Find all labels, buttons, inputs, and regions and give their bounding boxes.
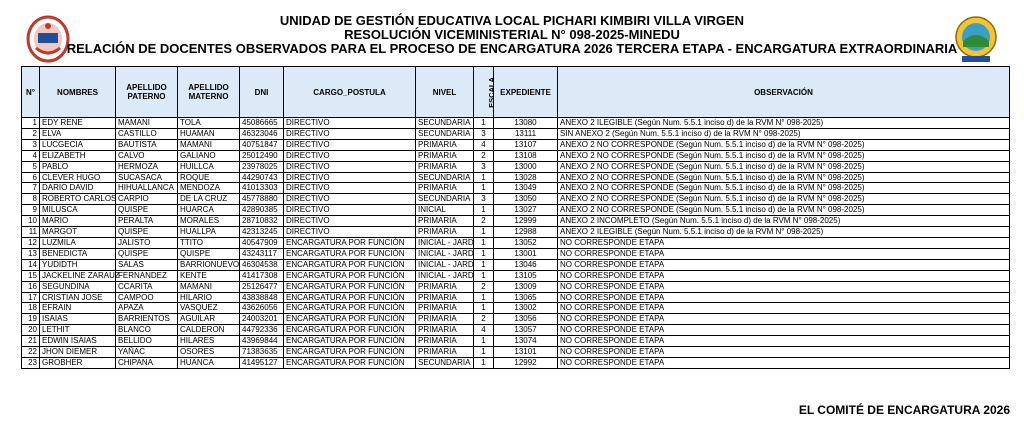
cell-escala: 1 <box>474 270 494 281</box>
table-row <box>22 325 1010 336</box>
cell-nivel: PRIMARIA <box>416 150 474 161</box>
cell-numero: 19 <box>22 314 40 325</box>
cell-expediente: 13105 <box>494 270 558 281</box>
cell-escala: 1 <box>474 183 494 194</box>
cell-dni: 46323046 <box>240 128 284 139</box>
cell-dni: 42313245 <box>240 227 284 238</box>
cell-dni: 25126477 <box>240 281 284 292</box>
cell-apellido-materno: BARRIONUEVO <box>178 259 240 270</box>
cell-escala: 1 <box>474 259 494 270</box>
cell-nombres: YUDIDTH <box>40 259 116 270</box>
cell-cargo-postula: DIRECTIVO <box>284 172 416 183</box>
cell-numero: 9 <box>22 205 40 216</box>
cell-nombres: DARIO DAVID <box>40 183 116 194</box>
cell-nivel: INICIAL - JARD <box>416 248 474 259</box>
cell-escala: 3 <box>474 161 494 172</box>
table-row <box>22 347 1010 358</box>
cell-observacion: ANEXO 2 NO CORRESPONDE (Según Num. 5.5.1 inciso d) de la RVM N° 098-2025) <box>558 161 1010 172</box>
cell-expediente: 13050 <box>494 194 558 205</box>
table-row <box>22 118 1010 129</box>
cell-expediente: 12999 <box>494 216 558 227</box>
cell-numero: 21 <box>22 336 40 347</box>
table-header-row <box>22 67 1010 118</box>
cell-numero: 18 <box>22 303 40 314</box>
cell-escala: 1 <box>474 336 494 347</box>
cell-apellido-materno: ROQUE <box>178 172 240 183</box>
cell-nivel: SECUNDARIA <box>416 128 474 139</box>
cell-cargo-postula: DIRECTIVO <box>284 118 416 129</box>
cell-nombres: LUZMILA <box>40 237 116 248</box>
cell-apellido-paterno: MAMANI <box>116 118 178 129</box>
cell-nivel: PRIMARIA <box>416 183 474 194</box>
cell-dni: 41013303 <box>240 183 284 194</box>
cell-cargo-postula: ENCARGATURA POR FUNCIÓN <box>284 336 416 347</box>
cell-numero: 10 <box>22 216 40 227</box>
committee-signature: EL COMITÉ DE ENCARGATURA 2026 <box>798 403 1010 417</box>
cell-apellido-paterno: FERNANDEZ <box>116 270 178 281</box>
table-row <box>22 194 1010 205</box>
col-header-apellido-materno: APELLIDO MATERNO <box>178 67 240 118</box>
col-header-apellido-paterno: APELLIDO PATERNO <box>116 67 178 118</box>
cell-cargo-postula: ENCARGATURA POR FUNCIÓN <box>284 325 416 336</box>
cell-apellido-paterno: CCARITA <box>116 281 178 292</box>
cell-dni: 24003201 <box>240 314 284 325</box>
cell-numero: 1 <box>22 118 40 129</box>
table-row <box>22 183 1010 194</box>
cell-nivel: SECUNDARIA <box>416 118 474 129</box>
cell-cargo-postula: DIRECTIVO <box>284 194 416 205</box>
cell-cargo-postula: ENCARGATURA POR FUNCIÓN <box>284 357 416 368</box>
cell-apellido-paterno: CASTILLO <box>116 128 178 139</box>
cell-expediente: 13002 <box>494 303 558 314</box>
cell-nivel: INICIAL - JARD <box>416 270 474 281</box>
cell-observacion: ANEXO 2 ILEGIBLE (Según Num. 5.5.1 inciso d) de la RVM N° 098-2025) <box>558 118 1010 129</box>
cell-dni: 43626056 <box>240 303 284 314</box>
cell-apellido-paterno: CHIPANA <box>116 357 178 368</box>
cell-expediente: 13046 <box>494 259 558 270</box>
cell-expediente: 13065 <box>494 292 558 303</box>
cell-numero: 11 <box>22 227 40 238</box>
cell-apellido-materno: HILARIO <box>178 292 240 303</box>
cell-escala: 2 <box>474 150 494 161</box>
cell-expediente: 13049 <box>494 183 558 194</box>
table-row <box>22 172 1010 183</box>
cell-dni: 71383635 <box>240 347 284 358</box>
cell-numero: 5 <box>22 161 40 172</box>
col-header-nombres: NOMBRES <box>40 67 116 118</box>
cell-apellido-paterno: QUISPE <box>116 248 178 259</box>
cell-apellido-paterno: APAZA <box>116 303 178 314</box>
cell-apellido-materno: GALIANO <box>178 150 240 161</box>
cell-dni: 28710832 <box>240 216 284 227</box>
cell-nivel: INICIAL - JARD <box>416 259 474 270</box>
cell-escala: 1 <box>474 227 494 238</box>
cell-cargo-postula: ENCARGATURA POR FUNCIÓN <box>284 303 416 314</box>
cell-nombres: SEGUNDINA <box>40 281 116 292</box>
table-row <box>22 139 1010 150</box>
cell-expediente: 13009 <box>494 281 558 292</box>
cell-apellido-paterno: JALISTO <box>116 237 178 248</box>
cell-cargo-postula: DIRECTIVO <box>284 128 416 139</box>
cell-escala: 2 <box>474 314 494 325</box>
cell-nombres: PABLO <box>40 161 116 172</box>
col-header-numero: N° <box>22 67 40 118</box>
cell-apellido-materno: HUANCA <box>178 357 240 368</box>
cell-cargo-postula: ENCARGATURA POR FUNCIÓN <box>284 248 416 259</box>
cell-apellido-paterno: QUISPE <box>116 205 178 216</box>
cell-apellido-paterno: HERMOZA <box>116 161 178 172</box>
cell-numero: 13 <box>22 248 40 259</box>
cell-numero: 16 <box>22 281 40 292</box>
cell-observacion: NO CORRESPONDE ETAPA <box>558 292 1010 303</box>
cell-nombres: GROBHER <box>40 357 116 368</box>
cell-apellido-paterno: BARRIENTOS <box>116 314 178 325</box>
cell-observacion: NO CORRESPONDE ETAPA <box>558 248 1010 259</box>
cell-apellido-paterno: BELLIDO <box>116 336 178 347</box>
cell-nombres: MILUSCA <box>40 205 116 216</box>
cell-observacion: ANEXO 2 ILEGIBLE (Según Num. 5.5.1 inciso d) de la RVM N° 098-2025) <box>558 227 1010 238</box>
col-header-nivel: NIVEL <box>416 67 474 118</box>
table-row <box>22 150 1010 161</box>
cell-expediente: 13111 <box>494 128 558 139</box>
cell-dni: 23978025 <box>240 161 284 172</box>
cell-cargo-postula: DIRECTIVO <box>284 205 416 216</box>
table-row <box>22 216 1010 227</box>
cell-expediente: 13108 <box>494 150 558 161</box>
cell-nivel: PRIMARIA <box>416 227 474 238</box>
cell-escala: 1 <box>474 357 494 368</box>
cell-expediente: 13057 <box>494 325 558 336</box>
cell-cargo-postula: ENCARGATURA POR FUNCIÓN <box>284 259 416 270</box>
table-body <box>22 118 1010 369</box>
cell-dni: 43969844 <box>240 336 284 347</box>
cell-cargo-postula: ENCARGATURA POR FUNCIÓN <box>284 292 416 303</box>
cell-observacion: ANEXO 2 NO CORRESPONDE (Según Num. 5.5.1 inciso d) de la RVM N° 098-2025) <box>558 183 1010 194</box>
cell-apellido-materno: DE LA CRUZ <box>178 194 240 205</box>
cell-observacion: ANEXO 2 NO CORRESPONDE (Según Num. 5.5.1 inciso d) de la RVM N° 098-2025) <box>558 139 1010 150</box>
cell-nivel: SECUNDARIA <box>416 172 474 183</box>
cell-observacion: NO CORRESPONDE ETAPA <box>558 270 1010 281</box>
table-row <box>22 227 1010 238</box>
cell-escala: 1 <box>474 303 494 314</box>
cell-numero: 17 <box>22 292 40 303</box>
cell-expediente: 13080 <box>494 118 558 129</box>
cell-numero: 12 <box>22 237 40 248</box>
cell-cargo-postula: DIRECTIVO <box>284 216 416 227</box>
cell-observacion: NO CORRESPONDE ETAPA <box>558 347 1010 358</box>
cell-escala: 2 <box>474 216 494 227</box>
cell-dni: 40751847 <box>240 139 284 150</box>
cell-numero: 8 <box>22 194 40 205</box>
cell-nivel: PRIMARIA <box>416 139 474 150</box>
cell-observacion: ANEXO 2 NO CORRESPONDE (Según Num. 5.5.1 inciso d) de la RVM N° 098-2025) <box>558 194 1010 205</box>
cell-numero: 15 <box>22 270 40 281</box>
cell-apellido-materno: HUILLCA <box>178 161 240 172</box>
col-header-expediente: EXPEDIENTE <box>494 67 558 118</box>
cell-nombres: EDY RENE <box>40 118 116 129</box>
cell-escala: 1 <box>474 292 494 303</box>
cell-observacion: ANEXO 2 NO CORRESPONDE (Según Num. 5.5.1 inciso d) de la RVM N° 098-2025) <box>558 172 1010 183</box>
cell-cargo-postula: DIRECTIVO <box>284 161 416 172</box>
cell-nombres: JHON DIEMER <box>40 347 116 358</box>
cell-dni: 42890385 <box>240 205 284 216</box>
cell-escala: 3 <box>474 128 494 139</box>
cell-cargo-postula: DIRECTIVO <box>284 139 416 150</box>
cell-apellido-materno: MAMANI <box>178 281 240 292</box>
cell-numero: 23 <box>22 357 40 368</box>
cell-cargo-postula: ENCARGATURA POR FUNCIÓN <box>284 281 416 292</box>
cell-observacion: NO CORRESPONDE ETAPA <box>558 259 1010 270</box>
cell-dni: 41495127 <box>240 357 284 368</box>
cell-nombres: CLEVER HUGO <box>40 172 116 183</box>
cell-apellido-paterno: SALAS <box>116 259 178 270</box>
cell-dni: 25012490 <box>240 150 284 161</box>
cell-escala: 1 <box>474 118 494 129</box>
cell-nivel: PRIMARIA <box>416 281 474 292</box>
cell-dni: 43838848 <box>240 292 284 303</box>
table-row <box>22 248 1010 259</box>
cell-cargo-postula: DIRECTIVO <box>284 227 416 238</box>
cell-dni: 44290743 <box>240 172 284 183</box>
list-title: RELACIÓN DE DOCENTES OBSERVADOS PARA EL PROCESO DE ENCARGATURA 2026 TERCERA ETAPA - ENCARGATURA EXTRAORDINARIA <box>66 41 958 56</box>
cell-nivel: PRIMARIA <box>416 314 474 325</box>
cell-cargo-postula: ENCARGATURA POR FUNCIÓN <box>284 270 416 281</box>
cell-expediente: 13027 <box>494 205 558 216</box>
cell-numero: 22 <box>22 347 40 358</box>
cell-numero: 20 <box>22 325 40 336</box>
cell-numero: 7 <box>22 183 40 194</box>
cell-observacion: NO CORRESPONDE ETAPA <box>558 325 1010 336</box>
cell-observacion: NO CORRESPONDE ETAPA <box>558 314 1010 325</box>
cell-apellido-materno: CALDERON <box>178 325 240 336</box>
table-row <box>22 357 1010 368</box>
cell-numero: 3 <box>22 139 40 150</box>
cell-apellido-paterno: CARPIO <box>116 194 178 205</box>
cell-cargo-postula: ENCARGATURA POR FUNCIÓN <box>284 314 416 325</box>
cell-nombres: MARIO <box>40 216 116 227</box>
col-header-cargo-postula: CARGO_POSTULA <box>284 67 416 118</box>
table-row <box>22 281 1010 292</box>
cell-escala: 1 <box>474 237 494 248</box>
cell-nombres: CRISTIAN JOSE <box>40 292 116 303</box>
cell-nombres: BENEDICTA <box>40 248 116 259</box>
cell-nombres: LUCGECIA <box>40 139 116 150</box>
cell-observacion: NO CORRESPONDE ETAPA <box>558 303 1010 314</box>
cell-escala: 1 <box>474 205 494 216</box>
table-row <box>22 336 1010 347</box>
cell-nivel: PRIMARIA <box>416 347 474 358</box>
cell-apellido-materno: HUAMAN <box>178 128 240 139</box>
table-row <box>22 237 1010 248</box>
cell-apellido-materno: TTITO <box>178 237 240 248</box>
cell-apellido-materno: TOLA <box>178 118 240 129</box>
cell-apellido-paterno: HIHUALLANCA <box>116 183 178 194</box>
cell-nombres: ISAIAS <box>40 314 116 325</box>
cell-escala: 4 <box>474 325 494 336</box>
cell-escala: 3 <box>474 194 494 205</box>
cell-nombres: ELVA <box>40 128 116 139</box>
cell-escala: 2 <box>474 281 494 292</box>
cell-nivel: SECUNDARIA <box>416 194 474 205</box>
cell-expediente: 13052 <box>494 237 558 248</box>
table-row <box>22 303 1010 314</box>
cell-apellido-materno: MORALES <box>178 216 240 227</box>
cell-observacion: SIN ANEXO 2 (Según Num. 5.5.1 inciso d) de la RVM N° 098-2025) <box>558 128 1010 139</box>
docentes-table <box>21 66 1010 369</box>
cell-nivel: PRIMARIA <box>416 216 474 227</box>
cell-apellido-materno: HILARES <box>178 336 240 347</box>
cell-nivel: INICIAL - JARD <box>416 237 474 248</box>
col-header-escala <box>474 67 494 118</box>
cell-escala: 1 <box>474 248 494 259</box>
cell-apellido-paterno: BAUTISTA <box>116 139 178 150</box>
cell-nivel: SECUNDARIA <box>416 357 474 368</box>
cell-apellido-paterno: PERALTA <box>116 216 178 227</box>
cell-expediente: 12988 <box>494 227 558 238</box>
cell-escala: 4 <box>474 139 494 150</box>
table-row <box>22 270 1010 281</box>
cell-apellido-paterno: CAMPOO <box>116 292 178 303</box>
cell-dni: 45086665 <box>240 118 284 129</box>
table-row <box>22 259 1010 270</box>
cell-observacion: NO CORRESPONDE ETAPA <box>558 237 1010 248</box>
cell-numero: 4 <box>22 150 40 161</box>
cell-apellido-materno: QUISPE <box>178 248 240 259</box>
cell-dni: 44792336 <box>240 325 284 336</box>
cell-nivel: INICIAL <box>416 205 474 216</box>
cell-apellido-paterno: CALVO <box>116 150 178 161</box>
cell-cargo-postula: DIRECTIVO <box>284 150 416 161</box>
cell-cargo-postula: ENCARGATURA POR FUNCIÓN <box>284 347 416 358</box>
document-header <box>0 14 1024 56</box>
cell-nivel: PRIMARIA <box>416 292 474 303</box>
cell-apellido-paterno: BLANCO <box>116 325 178 336</box>
cell-observacion: NO CORRESPONDE ETAPA <box>558 281 1010 292</box>
cell-expediente: 13074 <box>494 336 558 347</box>
cell-nivel: PRIMARIA <box>416 303 474 314</box>
cell-dni: 45778880 <box>240 194 284 205</box>
cell-apellido-materno: VASQUEZ <box>178 303 240 314</box>
cell-nombres: LETHIT <box>40 325 116 336</box>
cell-escala: 1 <box>474 172 494 183</box>
cell-apellido-materno: MENDOZA <box>178 183 240 194</box>
col-header-escala-label: ESCALA <box>486 76 496 108</box>
cell-cargo-postula: ENCARGATURA POR FUNCIÓN <box>284 237 416 248</box>
cell-apellido-materno: KENTE <box>178 270 240 281</box>
cell-expediente: 13101 <box>494 347 558 358</box>
col-header-observacion: OBSERVACIÓN <box>558 67 1010 118</box>
cell-dni: 46304538 <box>240 259 284 270</box>
table-row <box>22 205 1010 216</box>
cell-nivel: PRIMARIA <box>416 336 474 347</box>
cell-apellido-materno: AGUILAR <box>178 314 240 325</box>
cell-apellido-materno: MAMANI <box>178 139 240 150</box>
cell-escala: 1 <box>474 347 494 358</box>
cell-expediente: 13107 <box>494 139 558 150</box>
resolution-title: RESOLUCIÓN VICEMINISTERIAL N° 098-2025-MINEDU <box>344 27 680 42</box>
cell-expediente: 13000 <box>494 161 558 172</box>
cell-apellido-materno: HUARCA <box>178 205 240 216</box>
cell-numero: 2 <box>22 128 40 139</box>
cell-nombres: ROBERTO CARLOS <box>40 194 116 205</box>
table-row <box>22 128 1010 139</box>
cell-apellido-materno: HUALLPA <box>178 227 240 238</box>
cell-observacion: NO CORRESPONDE ETAPA <box>558 336 1010 347</box>
cell-nombres: JACKELINE ZARAUZ <box>40 270 116 281</box>
cell-nivel: PRIMARIA <box>416 325 474 336</box>
cell-observacion: ANEXO 2 NO CORRESPONDE (Según Num. 5.5.1 inciso d) de la RVM N° 098-2025) <box>558 205 1010 216</box>
cell-nivel: PRIMARIA <box>416 161 474 172</box>
cell-dni: 40547909 <box>240 237 284 248</box>
cell-apellido-paterno: YAÑAC <box>116 347 178 358</box>
cell-dni: 41417308 <box>240 270 284 281</box>
table-row <box>22 314 1010 325</box>
cell-numero: 14 <box>22 259 40 270</box>
cell-observacion: ANEXO 2 INCOMPLETO (Según Num. 5.5.1 inciso d) de la RVM N° 098-2025) <box>558 216 1010 227</box>
cell-apellido-materno: OSORES <box>178 347 240 358</box>
table-row <box>22 292 1010 303</box>
cell-nombres: EDWIN ISAIAS <box>40 336 116 347</box>
cell-nombres: ELIZABETH <box>40 150 116 161</box>
cell-expediente: 13001 <box>494 248 558 259</box>
cell-observacion: ANEXO 2 NO CORRESPONDE (Según Num. 5.5.1 inciso d) de la RVM N° 098-2025) <box>558 150 1010 161</box>
cell-cargo-postula: DIRECTIVO <box>284 183 416 194</box>
col-header-dni: DNI <box>240 67 284 118</box>
cell-dni: 43243117 <box>240 248 284 259</box>
cell-expediente: 13028 <box>494 172 558 183</box>
cell-expediente: 12992 <box>494 357 558 368</box>
institution-title: UNIDAD DE GESTIÓN EDUCATIVA LOCAL PICHARI KIMBIRI VILLA VIRGEN <box>279 13 745 28</box>
cell-nombres: EFRAIN <box>40 303 116 314</box>
cell-expediente: 13056 <box>494 314 558 325</box>
cell-apellido-paterno: QUISPE <box>116 227 178 238</box>
cell-nombres: MARGOT <box>40 227 116 238</box>
table-row <box>22 161 1010 172</box>
cell-apellido-paterno: SUCASACA <box>116 172 178 183</box>
cell-observacion: NO CORRESPONDE ETAPA <box>558 357 1010 368</box>
cell-numero: 6 <box>22 172 40 183</box>
